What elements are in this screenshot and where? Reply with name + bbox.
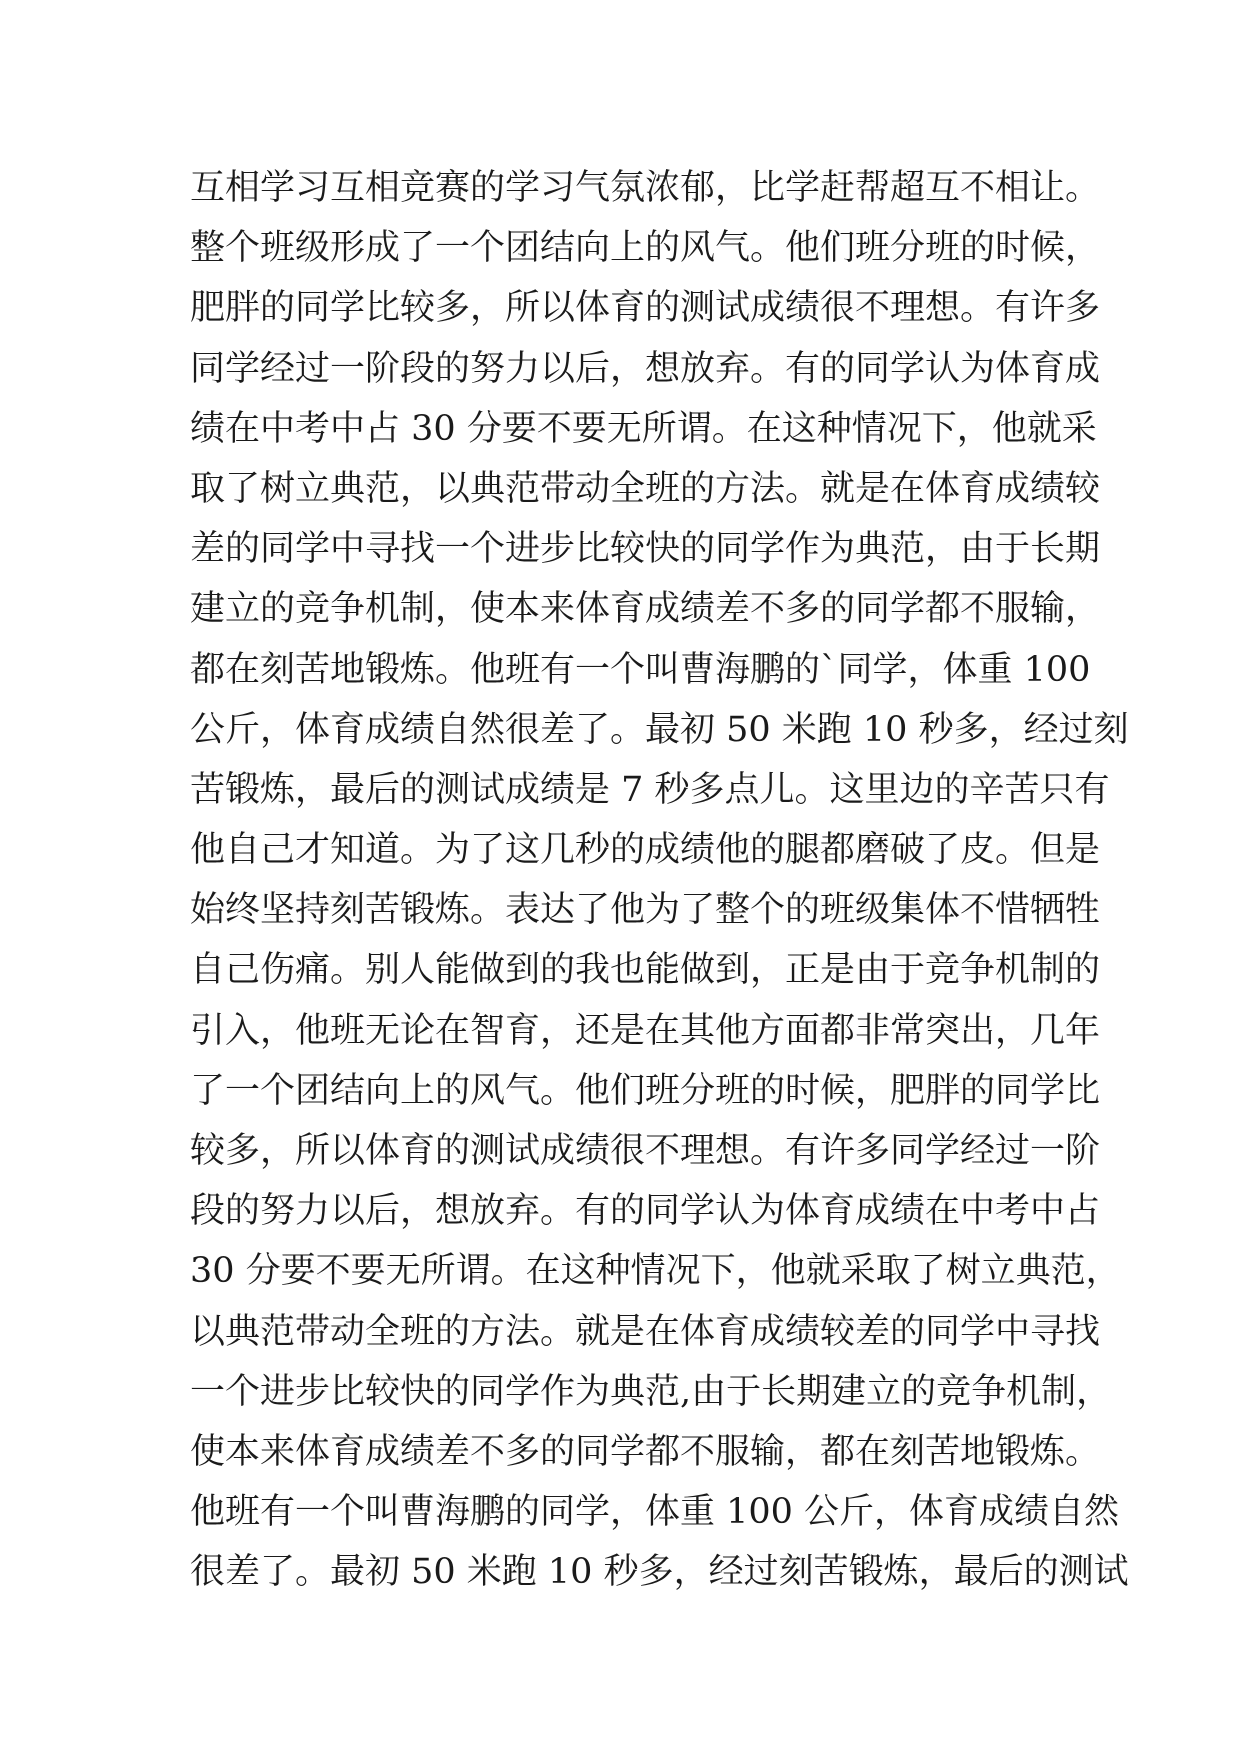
text-line: 较多，所以体育的测试成绩很不理想。有许多同学经过一阶 (190, 1131, 1101, 1171)
text-line: 同学经过一阶段的努力以后，想放弃。有的同学认为体育成 (190, 348, 1101, 389)
text-line: 绩在中考中占 30 分要不要无所谓。在这种情况下，他就采 (190, 408, 1097, 449)
text-line: 一个进步比较快的同学作为典范,由于长期建立的竞争机制， (190, 1371, 1112, 1412)
text-line: 他自己才知道。为了这几秒的成绩他的腿都磨破了皮。但是 (190, 830, 1101, 871)
text-line: 自己伤痛。别人能做到的我也能做到，正是由于竞争机制的 (190, 950, 1101, 991)
text-line: 使本来体育成绩差不多的同学都不服输，都在刻苦地锻炼。 (190, 1431, 1101, 1472)
body-text (190, 158, 1129, 1603)
text-line: 始终坚持刻苦锻炼。表达了他为了整个的班级集体不惜牺牲 (190, 890, 1101, 931)
text-line: 30 分要不要无所谓。在这种情况下，他就采取了树立典范， (190, 1251, 1121, 1292)
text-line: 以典范带动全班的方法。就是在体育成绩较差的同学中寻找 (190, 1311, 1101, 1352)
text-line: 了一个团结向上的风气。他们班分班的时候，肥胖的同学比 (190, 1070, 1101, 1111)
text-line: 很差了。最初 50 米跑 10 秒多，经过刻苦锻炼，最后的测试 (190, 1552, 1129, 1593)
text-line: 引入，他班无论在智育，还是在其他方面都非常突出，几年 (190, 1010, 1101, 1051)
text-line: 段的努力以后，想放弃。有的同学认为体育成绩在中考中占 (190, 1191, 1101, 1232)
text-line: 互相学习互相竞赛的学习气氛浓郁，比学赶帮超互不相让。 (190, 168, 1101, 208)
text-line: 取了树立典范，以典范带动全班的方法。就是在体育成绩较 (190, 468, 1101, 509)
text-line: 他班有一个叫曹海鹏的同学，体重 100 公斤，体育成绩自然 (190, 1492, 1120, 1533)
text-line: 公斤，体育成绩自然很差了。最初 50 米跑 10 秒多，经过刻 (190, 709, 1129, 750)
text-line: 差的同学中寻找一个进步比较快的同学作为典范，由于长期 (190, 529, 1101, 570)
text-line: 都在刻苦地锻炼。他班有一个叫曹海鹏的`同学，体重 100 (190, 649, 1091, 690)
text-line: 苦锻炼，最后的测试成绩是 7 秒多点儿。这里边的辛苦只有 (190, 769, 1110, 810)
text-line: 建立的竞争机制，使本来体育成绩差不多的同学都不服输， (190, 589, 1101, 630)
text-line: 整个班级形成了一个团结向上的风气。他们班分班的时候， (190, 228, 1101, 269)
text-line: 肥胖的同学比较多，所以体育的测试成绩很不理想。有许多 (190, 288, 1101, 329)
